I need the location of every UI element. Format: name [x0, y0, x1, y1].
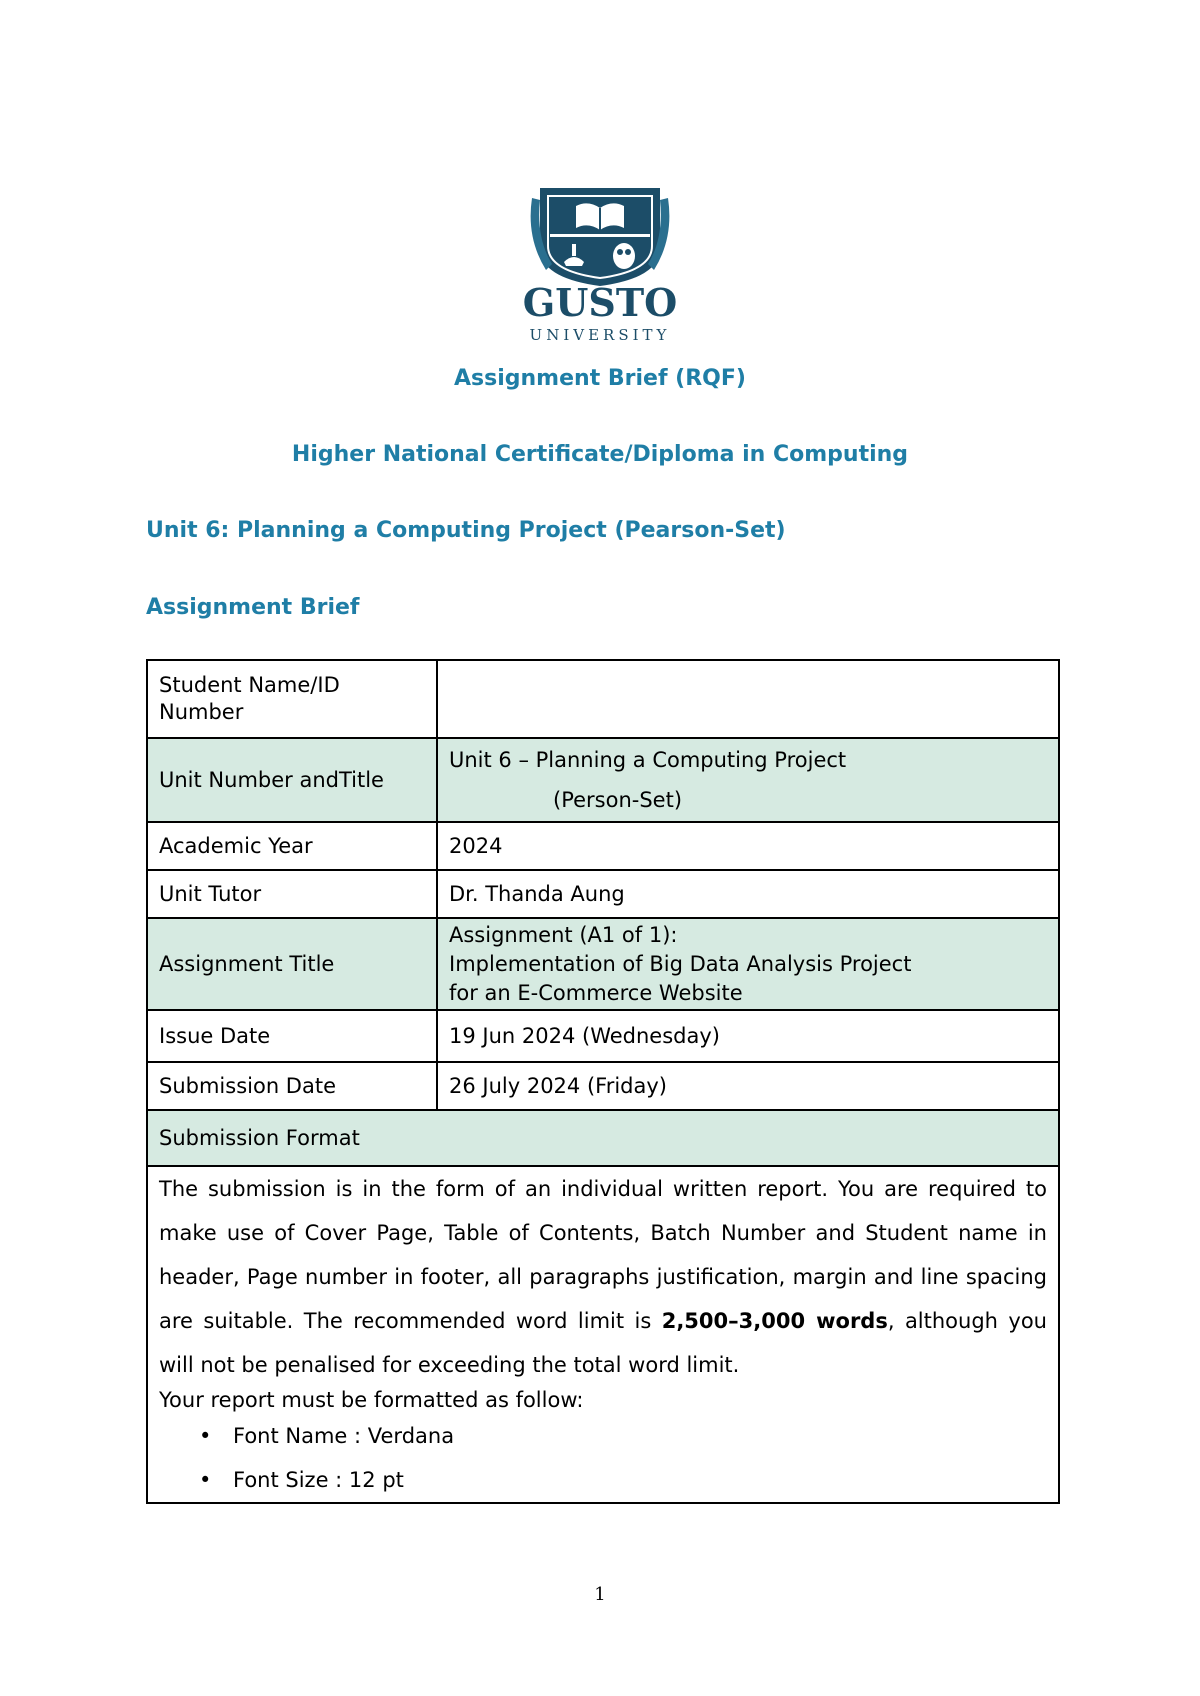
- format-intro: Your report must be formatted as follow:: [159, 1388, 584, 1412]
- table-row-academic-year: [147, 822, 1059, 870]
- unit-tutor-label: Unit Tutor: [147, 870, 437, 918]
- brief-rqf-heading: Assignment Brief (RQF): [454, 366, 746, 391]
- table-row-issue-date: [147, 1010, 1059, 1062]
- submission-paragraph: [159, 1167, 1047, 1387]
- submission-paragraph-end: , although you will not be penalised for exceeding the total word limit.: [159, 1309, 1047, 1377]
- issue-date-label: Issue Date: [147, 1010, 437, 1062]
- word-limit: 2,500–3,000 words: [661, 1309, 888, 1333]
- student-label: Student Name/ID Number: [147, 660, 437, 738]
- page-number: 1: [594, 1584, 606, 1605]
- submission-date-value: 26 July 2024 (Friday): [437, 1062, 1059, 1110]
- logo-subtitle: UNIVERSITY: [529, 326, 671, 344]
- academic-year-label: Academic Year: [147, 822, 437, 870]
- unit-title-line2: (Person-Set): [553, 788, 683, 812]
- table-row-submission-format: [147, 1110, 1059, 1166]
- table-row-assignment-title: [147, 918, 1059, 1010]
- assignment-title-line1: Assignment (A1 of 1):: [449, 922, 678, 947]
- unit-title-line1: Unit 6 – Planning a Computing Project: [449, 748, 847, 772]
- submission-paragraph-start: The submission is in the form of an individual written report. You are required to make use of Cover Page, Table of Contents, Batch Number and Student name in header, Page number in footer, all paragraphs justification, margin and line spacing are suitable. The recommended word limit is: [159, 1177, 1047, 1333]
- assignment-title-line3: for an E-Commerce Website: [449, 980, 743, 1005]
- qualification-heading: Higher National Certificate/Diploma in Computing: [291, 442, 909, 467]
- unit-tutor-value: Dr. Thanda Aung: [437, 870, 1059, 918]
- format-font-name: Font Name : Verdana: [233, 1424, 455, 1448]
- bullet-icon: •: [199, 1424, 212, 1448]
- table-row-submission-date: [147, 1062, 1059, 1110]
- bullet-icon: •: [199, 1468, 212, 1492]
- unit-title-label: Unit Number andTitle: [147, 738, 437, 822]
- submission-format-body: [147, 1166, 1059, 1503]
- section-heading: Assignment Brief: [146, 595, 360, 620]
- unit-heading: Unit 6: Planning a Computing Project (Pearson-Set): [146, 518, 786, 543]
- submission-date-label: Submission Date: [147, 1062, 437, 1110]
- table-row-student: [147, 660, 1059, 738]
- assignment-brief-table: [146, 659, 1060, 1504]
- student-value: [437, 660, 1059, 738]
- unit-title-value: [437, 738, 1059, 822]
- format-font-size: Font Size : 12 pt: [233, 1468, 404, 1492]
- table-row-unit: [147, 738, 1059, 822]
- assignment-title-value: [437, 918, 1059, 1010]
- assignment-title-label: Assignment Title: [147, 918, 437, 1010]
- academic-year-value: 2024: [437, 822, 1059, 870]
- assignment-title-line2: Implementation of Big Data Analysis Project: [449, 951, 912, 976]
- format-list: [159, 1414, 1047, 1502]
- list-item: [159, 1414, 1047, 1458]
- submission-format-label: Submission Format: [147, 1110, 1059, 1166]
- table-row-unit-tutor: [147, 870, 1059, 918]
- issue-date-value: 19 Jun 2024 (Wednesday): [437, 1010, 1059, 1062]
- logo-wordmark: GUSTO: [522, 280, 678, 325]
- table-row-submission-body: [147, 1166, 1059, 1503]
- list-item: [159, 1458, 1047, 1502]
